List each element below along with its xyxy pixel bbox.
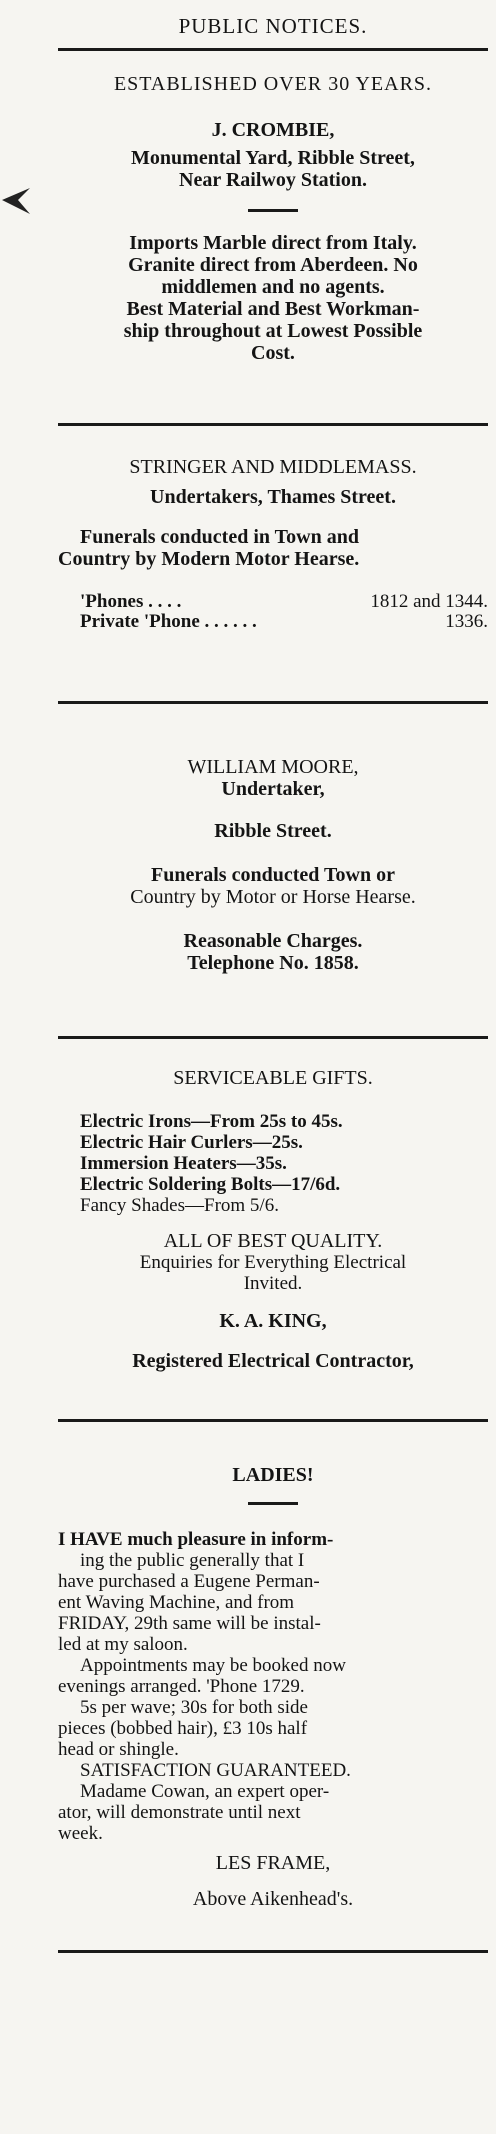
list-item: Immersion Heaters—35s. (80, 1153, 287, 1174)
telephone-line: Telephone No. 1858. (187, 952, 359, 974)
page-title: PUBLIC NOTICES. (178, 14, 368, 38)
phone-value: 1812 and 1344. (370, 591, 488, 612)
heading: ESTABLISHED OVER 30 YEARS. (113, 73, 433, 95)
notice-crombie (58, 51, 488, 423)
body-line: middlemen and no agents. (161, 276, 385, 298)
notice-stringer (58, 426, 488, 701)
list-item: Electric Irons—From 25s to 45s. (80, 1111, 343, 1132)
body-line: Funerals conducted Town or (151, 864, 395, 886)
phone-label: 'Phones . . . . (80, 591, 182, 612)
business-title: Registered Electrical Contractor, (132, 1350, 414, 1372)
paragraph (58, 1697, 488, 1760)
body-line: Madame Cowan, an expert oper- (80, 1781, 330, 1802)
body-line: Appointments may be booked now (80, 1655, 346, 1676)
business-name: STRINGER AND MIDDLEMASS. (129, 456, 417, 478)
body-line: Best Material and Best Workman- (126, 298, 420, 320)
phone-value: 1336. (445, 611, 488, 632)
gift-list (58, 1089, 488, 1216)
body-line: Enquiries for Everything Electrical (139, 1252, 407, 1273)
phone-label: Private 'Phone . . . . . . (80, 611, 257, 632)
business-subtitle: Undertakers, Thames Street. (150, 486, 396, 508)
body-line: ship throughout at Lowest Possible (123, 320, 423, 342)
business-name: WILLIAM MOORE, (187, 756, 359, 778)
guarantee-line: SATISFACTION GUARANTEED. (80, 1760, 351, 1781)
notice-frame (58, 1422, 488, 1953)
heading: LADIES! (232, 1464, 314, 1486)
body-line: Granite direct from Aberdeen. No (128, 254, 418, 276)
address-line: Near Railwoy Station. (179, 169, 367, 191)
body-line: Imports Marble direct from Italy. (129, 232, 417, 254)
body-line: led at my saloon. (58, 1634, 188, 1655)
body-line: 5s per wave; 30s for both side (80, 1697, 308, 1718)
body-line: have purchased a Eugene Perman- (58, 1571, 320, 1592)
business-name: K. A. KING, (219, 1310, 327, 1332)
location-line: Above Aikenhead's. (192, 1888, 354, 1910)
body-line: ing the public generally that I (80, 1550, 305, 1571)
body-line: head or shingle. (58, 1739, 179, 1760)
body-line: pieces (bobbed hair), £3 10s half (58, 1718, 308, 1739)
body-line: ator, will demonstrate until next (58, 1802, 301, 1823)
print-mark-icon (0, 180, 40, 220)
paragraph (58, 1781, 488, 1844)
body-line: Country by Modern Motor Hearse. (58, 548, 360, 570)
address-line: Monumental Yard, Ribble Street, (131, 147, 415, 169)
charges-line: Reasonable Charges. (183, 930, 363, 952)
business-name: J. CROMBIE, (211, 119, 335, 141)
paragraph (58, 1655, 488, 1697)
body-line: week. (58, 1823, 103, 1844)
body-line: evenings arranged. 'Phone 1729. (58, 1676, 305, 1697)
phone-row (58, 612, 488, 632)
body-line: Invited. (243, 1273, 303, 1294)
divider (58, 1950, 488, 1953)
body-line: Country by Motor or Horse Hearse. (130, 886, 416, 908)
list-item: Fancy Shades—From 5/6. (80, 1195, 279, 1216)
body-line: I HAVE much pleasure in inform- (58, 1529, 334, 1550)
paragraph (58, 1505, 488, 1655)
notice-moore (58, 704, 488, 1036)
body-line: ent Waving Machine, and from (58, 1592, 295, 1613)
business-name: LES FRAME, (215, 1852, 331, 1874)
address-line: Ribble Street. (214, 820, 332, 842)
body-line: Cost. (251, 342, 295, 364)
quality-line: ALL OF BEST QUALITY. (163, 1230, 383, 1252)
list-item: Electric Hair Curlers—25s. (80, 1132, 303, 1153)
body-line: FRIDAY, 29th same will be instal- (58, 1613, 321, 1634)
body-line: Funerals conducted in Town and (80, 526, 359, 548)
phone-row (58, 570, 488, 612)
list-item: Electric Soldering Bolts—17/6d. (80, 1174, 341, 1195)
business-title: Undertaker, (221, 778, 325, 800)
notice-king (58, 1039, 488, 1419)
heading: SERVICEABLE GIFTS. (173, 1067, 373, 1089)
